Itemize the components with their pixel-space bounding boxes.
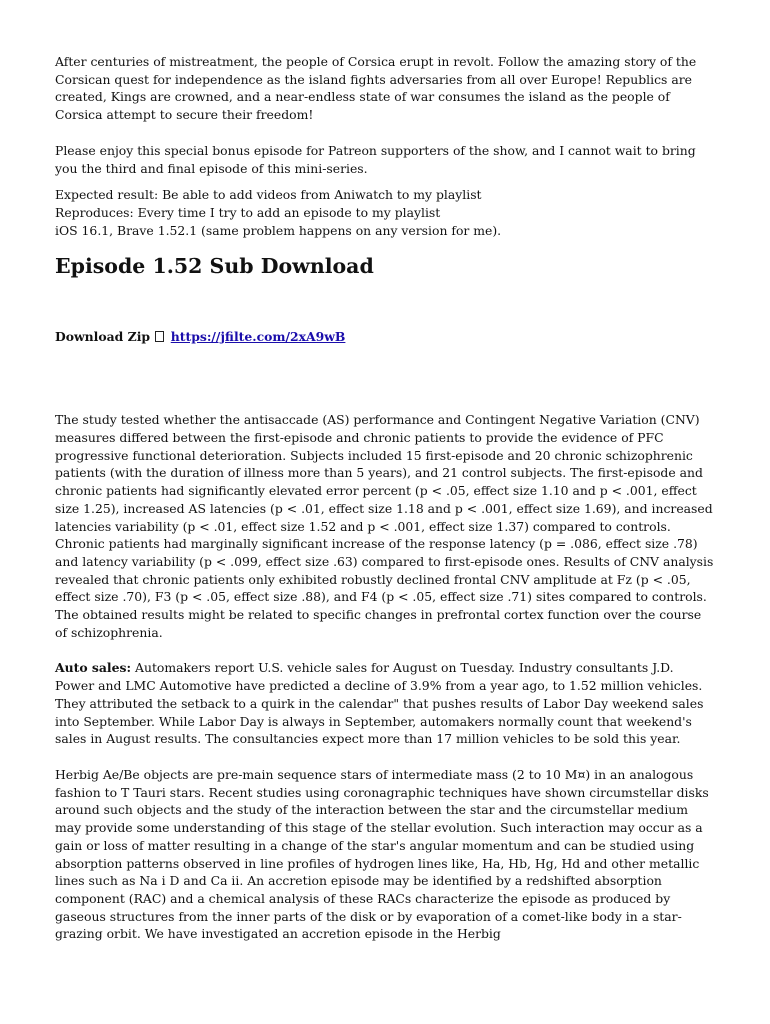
download-link[interactable]: https://jfilte.com/2xA9wB bbox=[170, 329, 346, 345]
missing-glyph-icon bbox=[155, 331, 164, 342]
expected-result-line: Expected result: Be able to add videos from Aniwatch to my playlist bbox=[55, 187, 482, 203]
bug-report-block bbox=[55, 186, 715, 239]
intro-paragraph-corsica: After centuries of mistreatment, the people of Corsica erupt in revolt. Follow the amazing story of the Corsican quest for independence as the island fights adversaries from all over Europe! Republics are created, Kings are crowned, and a near-endless state of war consumes the island as the people of Corsica attempt to secure their freedom! bbox=[55, 54, 697, 123]
herbig-paragraph: Herbig Ae/Be objects are pre-main sequence stars of intermediate mass (2 to 10 M¤) in an analogous fashion to T Tauri stars. Recent studies using coronagraphic techniques have shown circumstellar disks around such objects and the study of the interaction between the star and the circumstellar medium may provide some understanding of this stage of the stellar evolution. Such interaction may occur as a gain or loss of matter resulting in a change of the star's angular momentum and can be studied using absorption patterns observed in line profiles of hydrogen lines like, Ha, Hb, Hg, Hd and other metallic lines such as Na i D and Ca ii. An accretion episode may be identified by a redshifted absorption component (RAC) and a chemical analysis of these RACs characterize the episode as produced by gaseous structures from the inner parts of the disk or by evaporation of a comet-like body in a star-grazing orbit. We have investigated an accretion episode in the Herbig bbox=[55, 766, 709, 942]
page-title: Episode 1.52 Sub Download bbox=[55, 254, 374, 279]
reproduces-line: Reproduces: Every time I try to add an episode to my playlist bbox=[55, 204, 441, 220]
auto-sales-text: Automakers report U.S. vehicle sales for August on Tuesday. Industry consultants J.D. Power and LMC Automotive have predicted a decline of 3.9% from a year ago, to 1.52 million vehicles. They attributed the setback to a quirk in the calendar" that pushes results of Labor Day weekend sales into September. While Labor Day is always in September, automakers normally count that weekend's sales in August results. The consultancies expect more than 17 million vehicles to be sold this year. bbox=[55, 660, 704, 747]
auto-sales-label: Auto sales: bbox=[55, 660, 132, 676]
auto-sales-paragraph bbox=[55, 659, 715, 748]
intro-paragraph-patreon: Please enjoy this special bonus episode for Patreon supporters of the show, and I cannot wait to bring you the third and final episode of this mini-series. bbox=[55, 142, 696, 176]
download-zip-label: Download Zip bbox=[55, 329, 151, 345]
download-line bbox=[55, 328, 715, 346]
platform-line: iOS 16.1, Brave 1.52.1 (same problem happens on any version for me). bbox=[55, 222, 502, 238]
study-paragraph: The study tested whether the antisaccade (AS) performance and Contingent Negative Variation (CNV) measures differed between the first-episode and chronic patients to provide the evidence of PFC progressive functional deterioration. Subjects included 15 first-episode and 20 chronic schizophrenic patients (with the duration of illness more than 5 years), and 21 control subjects. The first-episode and chronic patients had significantly elevated error percent (p < .05, effect size 1.10 and p < .001, effect size 1.25), increased AS latencies (p < .01, effect size 1.18 and p < .001, effect size 1.69), and increased latencies variability (p < .01, effect size 1.52 and p < .001, effect size 1.37) compared to controls. Chronic patients had marginally significant increase of the response latency (p = .086, effect size .78) and latency variability (p < .099, effect size .63) compared to first-episode ones. Results of CNV analysis revealed that chronic patients only exhibited robustly declined frontal CNV amplitude at Fz (p < .05, effect size .70), F3 (p < .05, effect size .88), and F4 (p < .05, effect size .71) sites compared to controls. The obtained results might be related to specific changes in prefrontal cortex function over the course of schizophrenia. bbox=[55, 412, 714, 640]
document-page bbox=[55, 53, 715, 943]
